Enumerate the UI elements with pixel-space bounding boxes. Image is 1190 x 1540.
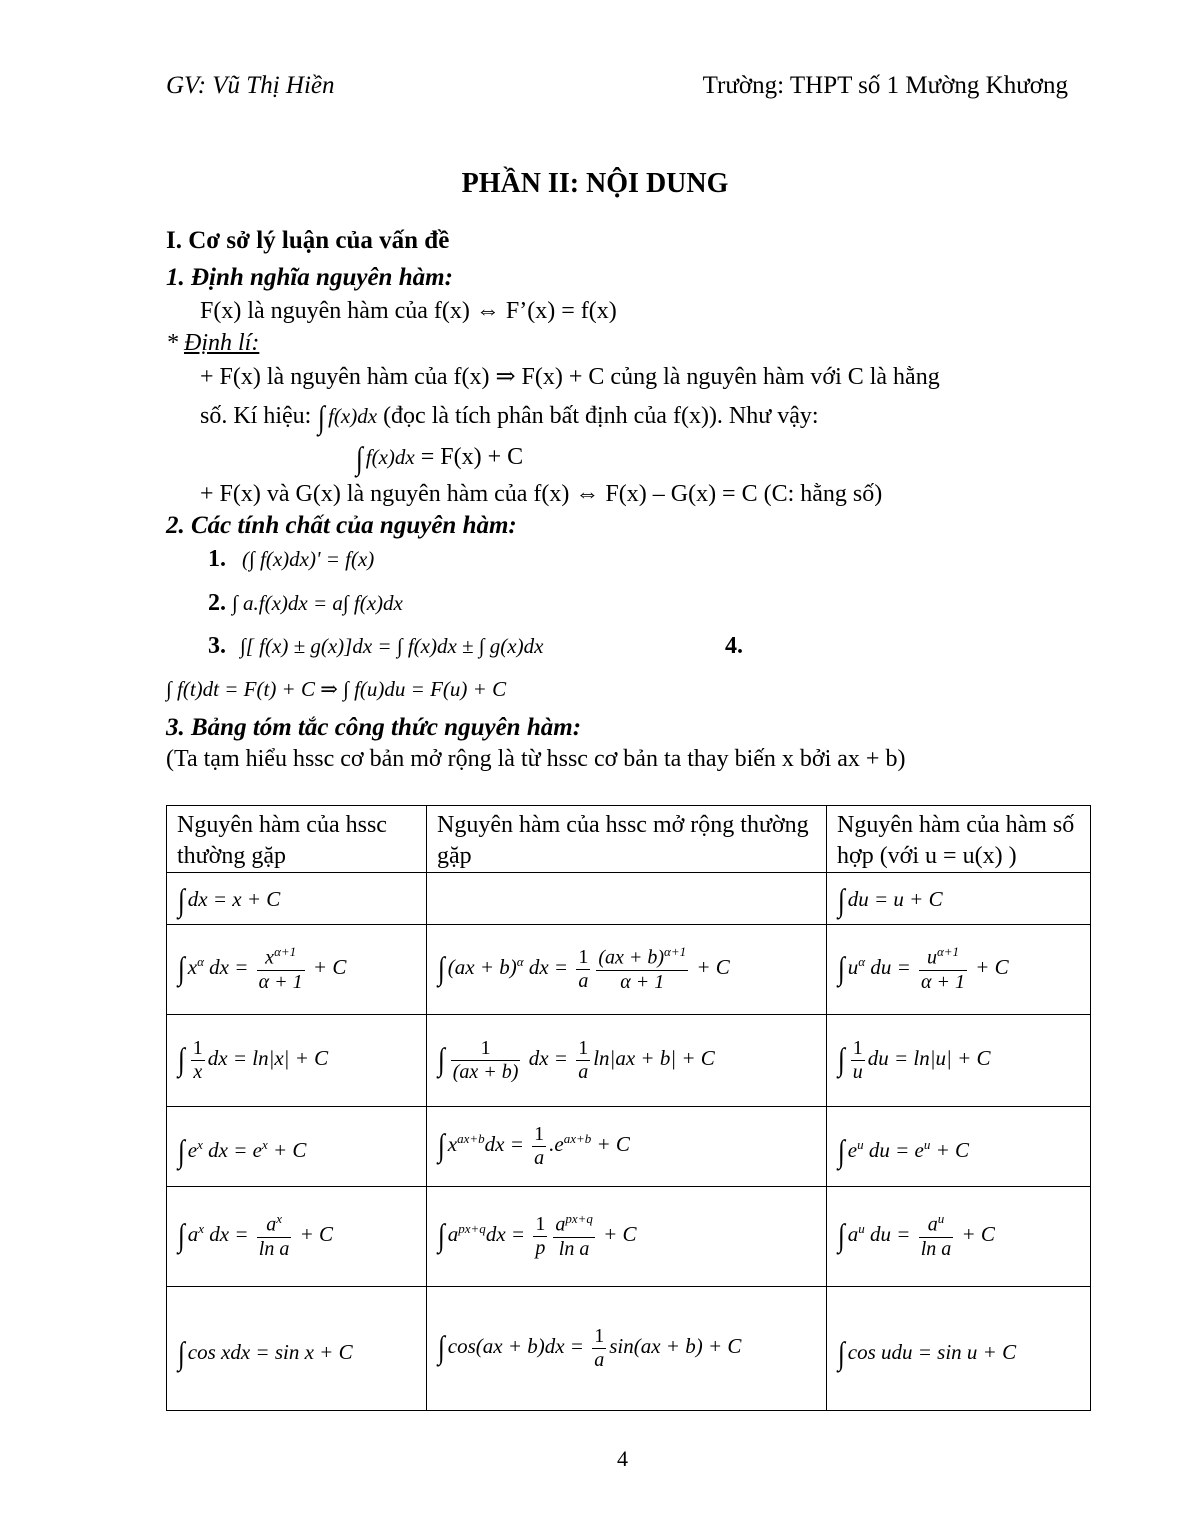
table-cell	[167, 1107, 427, 1187]
integral-icon: ∫	[177, 950, 185, 987]
page-number: 4	[617, 1446, 628, 1471]
property-2	[208, 590, 403, 617]
formula: $\frac{1}{u}$ du = ln|u| + C	[852, 1037, 991, 1083]
formula: $a^u$ du = $\frac{a^u}{\text{ln a}}$ + C	[847, 1211, 995, 1260]
table-row	[167, 1187, 1091, 1287]
table-header-cell: Nguyên hàm của hssc thường gặp	[167, 806, 427, 873]
theorem-title: Định lí:	[184, 330, 260, 356]
theorem-label	[166, 330, 259, 357]
theorem-line-1: + F(x) là nguyên hàm của f(x) ⇒ F(x) + C củng là nguyên hàm với C là hằng	[200, 364, 940, 390]
formula: cos(ax + b)dx = $\frac{1}{a}$ sin(ax + b) + C	[447, 1325, 742, 1371]
property-4	[166, 676, 506, 703]
integral-icon: ∫	[437, 950, 445, 987]
table-cell	[167, 1287, 427, 1411]
school-name: Trường: THPT số 1 Mường Khương	[702, 72, 1068, 99]
table-header-cell: Nguyên hàm của hàm số hợp (với u = u(x) )	[827, 806, 1091, 873]
integral-icon: ∫	[177, 1217, 185, 1254]
theorem-line-2-suffix: (đọc là tích phân bất định của f(x)). Như vậy:	[377, 403, 819, 429]
formula: cos xdx = sin x + C	[187, 1339, 353, 1364]
table-row	[167, 1287, 1091, 1411]
formula: $a^{px+q}dx$ = $\frac{1}{p}$ $a^{px+q}$ ln a + C	[447, 1211, 637, 1260]
definition-text: F(x) là nguyên hàm của f(x) ⇔ F’(x) = f(x)	[200, 298, 617, 324]
formula: $a^x$ dx = $\frac{a^x}{\text{ln a}}$ + C	[187, 1211, 334, 1260]
formula: cos udu = sin u + C	[847, 1339, 1017, 1364]
table-cell	[427, 1187, 827, 1287]
integral-icon: ∫	[837, 1217, 845, 1254]
teacher-name: GV: Vũ Thị Hiền	[166, 72, 335, 99]
property-1	[208, 546, 374, 573]
section-heading: I. Cơ sở lý luận của vấn đề	[166, 227, 450, 254]
table-cell	[827, 1107, 1091, 1187]
table-cell	[827, 1287, 1091, 1411]
formula: $x^\alpha$ dx = $\frac{x^{\alpha+1}}{\alpha + 1}$ + C	[187, 944, 347, 993]
table-row	[167, 1015, 1091, 1107]
formula: $\frac{1}{x}$ dx = ln|x| + C	[192, 1037, 329, 1083]
integral-icon: ∫	[355, 440, 363, 476]
summary-heading: 3. Bảng tóm tắc công thức nguyên hàm:	[166, 714, 582, 741]
table-row	[167, 873, 1091, 925]
integral-icon: ∫	[437, 1127, 445, 1164]
page-title: PHẦN II: NỘI DUNG	[461, 168, 729, 199]
main-formula-lhs: f(x)dx	[365, 445, 415, 469]
integral-icon: ∫	[318, 399, 326, 435]
formula: $\frac{1}{(ax + b)}$ dx = $\frac{1}{a}$ ln|ax + b| + C	[452, 1037, 715, 1083]
integral-icon: ∫	[437, 1041, 445, 1078]
table-cell	[167, 1187, 427, 1287]
main-formula	[355, 437, 524, 476]
integral-icon: ∫	[177, 1132, 185, 1169]
integral-notation: f(x)dx	[328, 404, 378, 428]
table-row	[167, 1107, 1091, 1187]
integral-icon: ∫	[177, 1041, 185, 1078]
main-formula-rhs: = F(x) + C	[414, 444, 524, 470]
formula: du = u + C	[847, 887, 943, 911]
property-2-label: 2.	[208, 590, 226, 616]
theorem-line-2	[200, 396, 819, 435]
property-1-formula: (∫ f(x)dx)' = f(x)	[242, 547, 375, 571]
formula: $x^{ax+b}dx$ = $\frac{1}{a}$ $.e^{ax+b} + C$	[447, 1123, 630, 1169]
property-4-formula: ∫ f(t)dt = F(t) + C ⇒ ∫ f(u)du = F(u) + C	[166, 677, 507, 701]
table-cell	[427, 925, 827, 1015]
integral-icon: ∫	[177, 882, 185, 918]
table-header-cell: Nguyên hàm của hssc mở rộng thường gặp	[427, 806, 827, 873]
table-cell	[167, 873, 427, 925]
theorem-star: *	[166, 330, 184, 356]
property-4-label: 4.	[725, 633, 743, 659]
summary-note: (Ta tạm hiểu hssc cơ bản mở rộng là từ hssc cơ bản ta thay biến x bởi ax + b)	[166, 746, 906, 772]
properties-heading: 2. Các tính chất của nguyên hàm:	[166, 512, 517, 539]
table-row	[167, 925, 1091, 1015]
property-3-formula: ∫[ f(x) ± g(x)]dx = ∫ f(x)dx ± ∫ g(x)dx	[240, 634, 544, 658]
table-cell	[827, 873, 1091, 925]
table-cell	[827, 1015, 1091, 1107]
integral-icon: ∫	[837, 882, 845, 918]
integral-icon: ∫	[837, 1132, 845, 1169]
formula: (ax + b)$^\alpha$ dx = $\frac{1}{a}$ $\frac{(ax + b)^{\alpha+1}}{\alpha + 1}$ + C	[447, 944, 730, 993]
integral-icon: ∫	[837, 1334, 845, 1371]
formula-table	[166, 805, 1091, 1411]
formula: $u^\alpha$ du = $\frac{u^{\alpha+1}}{\alpha + 1}$ + C	[847, 944, 1009, 993]
table-cell	[827, 1187, 1091, 1287]
table-cell	[167, 925, 427, 1015]
integral-icon: ∫	[837, 1041, 845, 1078]
table-cell	[427, 1107, 827, 1187]
integral-icon: ∫	[837, 950, 845, 987]
theorem-line-3: + F(x) và G(x) là nguyên hàm của f(x) ⇔ F(x) – G(x) = C (C: hằng số)	[200, 481, 883, 507]
integral-icon: ∫	[437, 1329, 445, 1366]
theorem-line-2-prefix: số. Kí hiệu:	[200, 403, 318, 429]
table-cell	[427, 873, 827, 925]
definition-heading: 1. Định nghĩa nguyên hàm:	[166, 264, 453, 291]
property-2-formula: ∫ a.f(x)dx = a∫ f(x)dx	[232, 591, 403, 615]
table-cell	[427, 1015, 827, 1107]
table-header-row	[167, 806, 1091, 873]
table-cell	[427, 1287, 827, 1411]
integral-icon: ∫	[177, 1334, 185, 1371]
formula: $e^u$ du = $e^u + C$	[847, 1136, 970, 1162]
property-1-label: 1.	[208, 546, 226, 572]
integral-icon: ∫	[437, 1217, 445, 1254]
formula: dx = x + C	[187, 887, 281, 911]
property-3-label: 3.	[208, 633, 226, 659]
table-cell	[167, 1015, 427, 1107]
property-3	[208, 633, 543, 660]
formula: $e^x$ dx = $e^x + C$	[187, 1136, 307, 1162]
table-cell	[827, 925, 1091, 1015]
